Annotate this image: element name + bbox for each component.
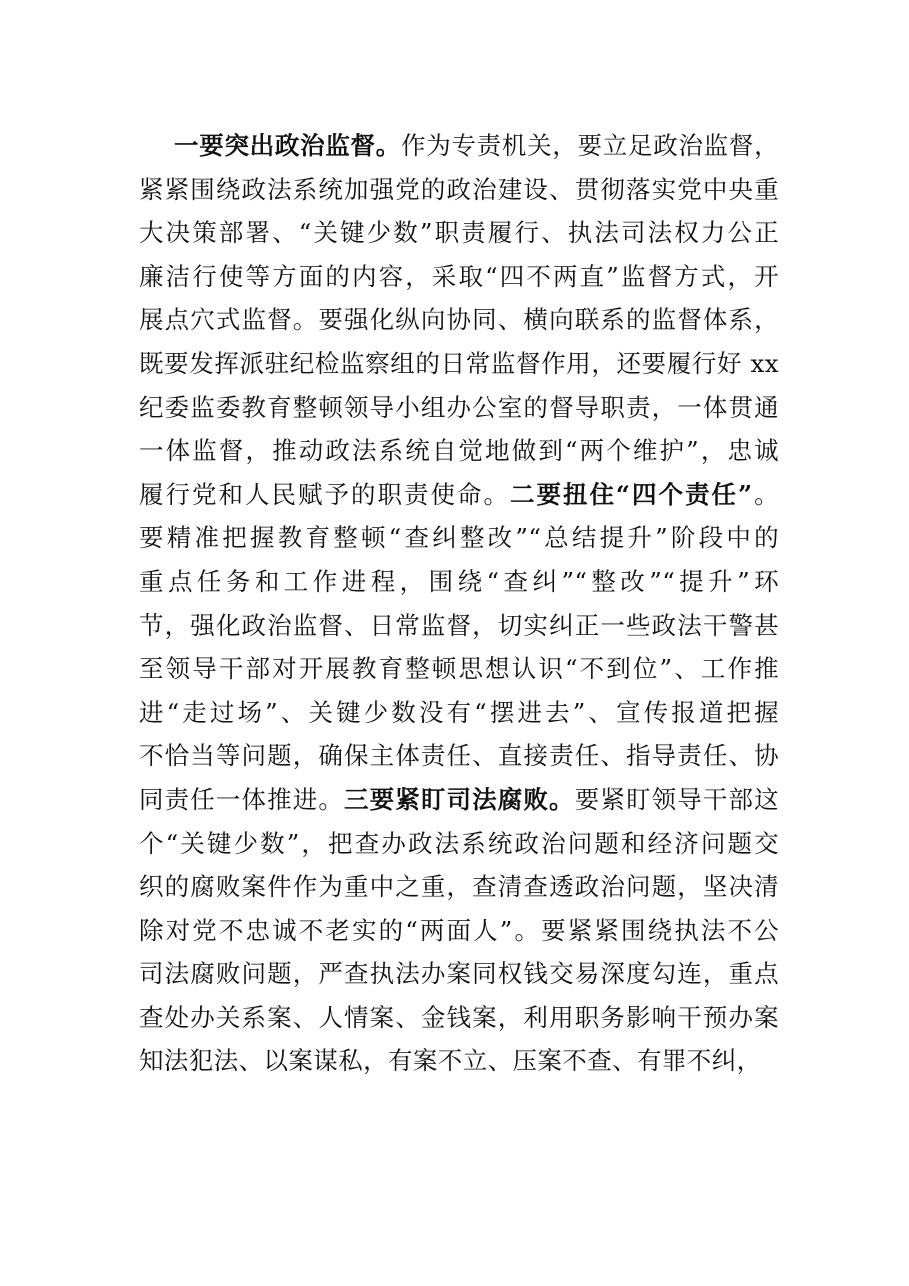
- text-segment: 查处办关系案、人情案、金钱案，利用职务影响干预办案: [139, 1002, 779, 1032]
- text-line: [139, 734, 779, 778]
- text-segment: 进“走过场”、关键少数没有“摆进去”、宣传报道把握: [139, 697, 779, 727]
- text-segment: 既要发挥派驻纪检监察组的日常监督作用，还要履行好 xx: [139, 348, 779, 378]
- text-line: [139, 604, 779, 648]
- text-line: [139, 342, 779, 386]
- text-segment: 司法腐败问题，严查执法办案同权钱交易深度勾连，重点: [139, 959, 779, 989]
- text-segment: 织的腐败案件作为重中之重，查清查透政治问题，坚决清: [139, 872, 779, 902]
- text-line: [139, 909, 779, 953]
- text-line: [139, 865, 779, 909]
- text-line: [139, 691, 779, 735]
- bold-heading-text: 二要扭住“四个责任”: [509, 479, 753, 509]
- text-line: [139, 211, 779, 255]
- text-segment: 重点任务和工作进程，围绕“查纠”“整改”“提升”环: [139, 566, 779, 596]
- text-line: [139, 124, 779, 168]
- text-segment: 除对党不忠诚不老实的“两面人”。要紧紧围绕执法不公: [139, 915, 779, 945]
- text-line: [139, 822, 779, 866]
- text-line: [139, 386, 779, 430]
- bold-heading-text: 三要紧盯司法腐败。: [344, 784, 575, 814]
- text-segment: 履行党和人民赋予的职责使命。: [139, 479, 510, 509]
- text-segment: 要紧盯领导干部这: [574, 784, 779, 814]
- text-segment: 同责任一体推进。: [139, 784, 345, 814]
- text-segment: 。: [752, 479, 779, 509]
- text-segment: 要精准把握教育整顿“查纠整改”“总结提升”阶段中的: [139, 523, 779, 553]
- text-segment: 不恰当等问题，确保主体责任、直接责任、指导责任、协: [139, 741, 779, 771]
- text-segment: 节，强化政治监督、日常监督，切实纠正一些政法干警甚: [139, 610, 779, 640]
- text-segment: 纪委监委教育整顿领导小组办公室的督导职责，一体贯通: [139, 392, 779, 422]
- text-line: [139, 952, 779, 996]
- text-line: [139, 516, 779, 560]
- text-segment: 紧紧围绕政法系统加强党的政治建设、贯彻落实党中央重: [139, 174, 779, 204]
- text-segment: 廉洁行使等方面的内容，采取“四不两直”监督方式，开: [139, 261, 779, 291]
- text-line: [139, 560, 779, 604]
- text-segment: 知法犯法、以案谋私，有案不立、压案不查、有罪不纠，: [139, 1046, 762, 1076]
- bold-heading-text: 一要突出政治监督。: [174, 131, 401, 160]
- text-line: [139, 1039, 779, 1083]
- text-line: [139, 168, 779, 212]
- text-segment: 大决策部署、“关键少数”职责履行、执法司法权力公正: [139, 218, 779, 248]
- text-segment: 个“关键少数”，把查办政法系统政治问题和经济问题交: [139, 828, 779, 858]
- text-line: [139, 778, 779, 822]
- text-segment: 作为专责机关，要立足政治监督，: [401, 131, 779, 160]
- text-line: [139, 255, 779, 299]
- text-line: [139, 429, 779, 473]
- text-segment: 一体监督，推动政法系统自觉地做到“两个维护”，忠诚: [139, 436, 779, 466]
- text-line: [139, 298, 779, 342]
- text-line: [139, 996, 779, 1040]
- text-line: [139, 473, 779, 517]
- text-segment: 至领导干部对开展教育整顿思想认识“不到位”、工作推: [139, 654, 779, 684]
- body-text: [139, 124, 779, 1083]
- text-line: [139, 647, 779, 691]
- text-segment: 展点穴式监督。要强化纵向协同、横向联系的监督体系，: [139, 305, 779, 335]
